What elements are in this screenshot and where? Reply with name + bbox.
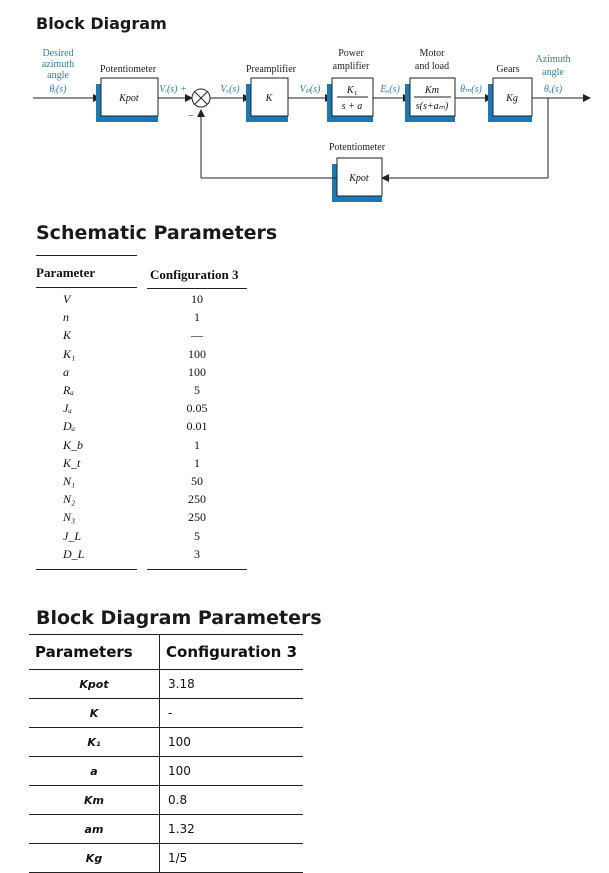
schematic-param-name: N₃ — [63, 510, 76, 525]
block-diagram — [0, 0, 609, 210]
schematic-param-name: n — [63, 310, 69, 325]
table-row — [36, 347, 248, 365]
bdp-param-value: 1/5 — [160, 844, 304, 873]
bdp-param-value: 3.18 — [160, 670, 304, 699]
power-num: K₁ — [346, 85, 358, 96]
table-row — [36, 492, 248, 510]
motor-title-line2: and load — [414, 61, 450, 72]
table-row — [29, 757, 303, 786]
bdp-header-config: Configuration 3 — [160, 635, 304, 670]
schematic-param-value: 1 — [194, 437, 200, 452]
motor-title-line1: Motor — [419, 48, 445, 59]
bdp-param-value: 100 — [160, 728, 304, 757]
table-row — [29, 728, 303, 757]
table-row — [36, 310, 248, 328]
gears-gain: Kg — [506, 93, 518, 104]
table-row — [36, 529, 248, 547]
table-row — [36, 292, 248, 310]
table-row — [29, 786, 303, 815]
block-diagram-parameters-table — [29, 634, 303, 873]
schematic-param-name: N₁ — [63, 474, 76, 488]
schematic-param-name: K_t — [63, 455, 81, 470]
bdp-param-value: 0.8 — [160, 786, 304, 815]
schematic-param-name: D_L — [63, 546, 85, 561]
table-row — [36, 456, 248, 474]
signal-vi: Vᵢ(s) + — [159, 84, 187, 95]
table-row — [36, 419, 248, 437]
preamp-title: Preamplifier — [246, 64, 296, 75]
bdp-param-value: - — [160, 699, 304, 728]
table-row — [29, 844, 303, 873]
feedback-pot-title: Potentiometer — [328, 142, 386, 153]
schematic-param-name: K₁ — [63, 346, 76, 361]
schematic-param-value: — — [191, 328, 203, 343]
schematic-header-parameter: Parameter — [36, 265, 96, 280]
pot-title: Potentiometer — [99, 64, 157, 75]
schematic-param-value: 1 — [194, 310, 200, 325]
motor-num: Km — [425, 85, 439, 96]
output-label-line2: angle — [542, 67, 564, 78]
schematic-param-value: 100 — [188, 364, 206, 379]
schematic-param-value: 0.01 — [186, 419, 208, 434]
schematic-param-value: 0.05 — [186, 401, 208, 416]
schematic-param-value: 100 — [188, 346, 206, 361]
bdp-param-name: K — [29, 699, 160, 728]
bdp-param-name: Kpot — [29, 670, 160, 699]
schematic-param-name: J_L — [63, 528, 81, 543]
schematic-param-name: Dₐ — [63, 419, 76, 434]
bdp-param-name: a — [29, 757, 160, 786]
pot-gain: Kpot — [119, 93, 139, 104]
power-den: s + a — [341, 101, 363, 112]
block-diagram-parameters-title: Block Diagram Parameters — [36, 607, 322, 629]
bdp-param-value: 100 — [160, 757, 304, 786]
table-row — [36, 328, 248, 346]
schematic-parameters-title: Schematic Parameters — [36, 222, 278, 244]
table-row — [36, 383, 248, 401]
bdp-param-name: K₁ — [29, 728, 160, 757]
signal-vp: Vₚ(s) — [299, 84, 321, 95]
schematic-param-value: 10 — [191, 292, 203, 306]
schematic-param-name: V — [63, 292, 71, 306]
bdp-param-name: Kg — [29, 844, 160, 873]
schematic-param-value: 3 — [194, 546, 200, 561]
schematic-param-value: 50 — [191, 474, 203, 488]
schematic-param-name: N₂ — [63, 492, 76, 507]
schematic-header-config: Configuration 3 — [150, 267, 239, 282]
minus-sign: − — [188, 111, 194, 122]
table-row — [29, 699, 303, 728]
feedback-pot-gain: Kpot — [349, 173, 369, 184]
output-signal: θₒ(s) — [543, 84, 563, 95]
table-row — [36, 510, 248, 528]
input-label-line3: angle — [47, 70, 69, 81]
bdp-header-parameters: Parameters — [29, 635, 160, 670]
table-row — [29, 670, 303, 699]
bdp-param-name: am — [29, 815, 160, 844]
schematic-param-name: a — [63, 364, 69, 379]
bdp-param-name: Km — [29, 786, 160, 815]
power-title-line2: amplifier — [332, 61, 370, 72]
schematic-param-value: 1 — [194, 455, 200, 470]
schematic-param-name: Rₐ — [63, 383, 74, 397]
input-label-line1: Desired — [42, 48, 74, 59]
table-row — [36, 474, 248, 492]
motor-den: s(s+aₘ) — [415, 101, 449, 112]
block-diagram-title: Block Diagram — [36, 14, 167, 33]
table-row — [36, 401, 248, 419]
table-row — [36, 547, 248, 565]
gears-title: Gears — [496, 64, 520, 75]
bdp-param-value: 1.32 — [160, 815, 304, 844]
output-label-line1: Azimuth — [535, 54, 571, 65]
table-header-row — [29, 635, 303, 670]
table-row — [36, 438, 248, 456]
preamp-gain: K — [265, 93, 273, 104]
schematic-param-name: Jₐ — [63, 401, 72, 416]
power-title-line1: Power — [338, 48, 364, 59]
schematic-param-name: K — [63, 328, 72, 343]
signal-ea: Eₐ(s) — [380, 84, 400, 95]
schematic-param-value: 250 — [188, 510, 206, 525]
signal-ve: Vₑ(s) — [220, 84, 240, 95]
table-row — [29, 815, 303, 844]
schematic-param-value: 5 — [194, 528, 200, 543]
input-signal: θᵢ(s) — [49, 84, 67, 95]
table-row — [36, 365, 248, 383]
input-label-line2: azimuth — [41, 59, 75, 70]
schematic-param-value: 5 — [194, 383, 200, 397]
schematic-param-name: K_b — [63, 437, 84, 452]
signal-thm: θₘ(s) — [460, 84, 482, 95]
schematic-param-value: 250 — [188, 492, 206, 507]
